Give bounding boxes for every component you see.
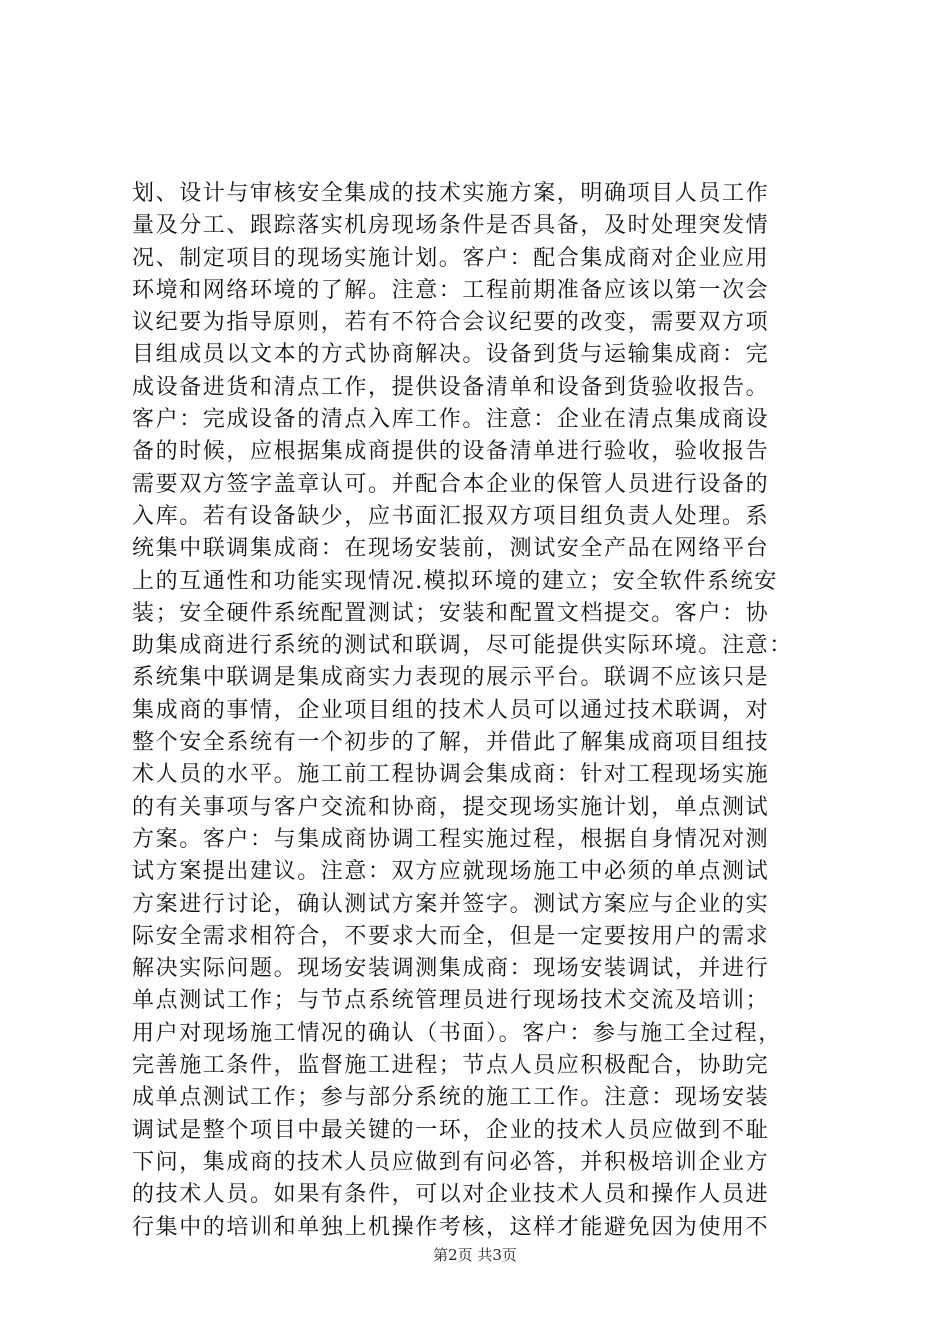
text-line: 成设备进货和清点工作，提供设备清单和设备到货验收报告。 (132, 374, 770, 400)
text-line: 量及分工、跟踪落实机房现场条件是否具备，及时处理突发情 (132, 213, 770, 239)
text-line: 完善施工条件，监督施工进程；节点人员应积极配合，协助完 (132, 1053, 770, 1079)
page-number-label: 第2页 共3页 (433, 1246, 517, 1264)
text-line: 上的互通性和功能实现情况.模拟环境的建立；安全软件系统安 (132, 568, 778, 594)
text-line: 的技术人员。如果有条件，可以对企业技术人员和操作人员进 (132, 1182, 770, 1208)
text-line: 况、制定项目的现场实施计划。客户：配合集成商对企业应用 (132, 245, 770, 271)
text-line: 客户：完成设备的清点入库工作。注意：企业在清点集成商设 (132, 407, 770, 433)
text-line: 集成商的事情，企业项目组的技术人员可以通过技术联调，对 (132, 697, 770, 723)
text-line: 统集中联调集成商：在现场安装前，测试安全产品在网络平台 (132, 536, 770, 562)
text-line: 入库。若有设备缺少，应书面汇报双方项目组负责人处理。系 (132, 503, 770, 529)
text-line: 解决实际问题。现场安装调测集成商：现场安装调试，并进行 (132, 956, 770, 982)
text-line: 下问，集成商的技术人员应做到有问必答，并积极培训企业方 (132, 1149, 770, 1175)
text-line: 划、设计与审核安全集成的技术实施方案，明确项目人员工作 (132, 181, 770, 206)
text-line: 装；安全硬件系统配置测试；安装和配置文档提交。客户：协 (132, 600, 770, 626)
text-line: 试方案提出建议。注意：双方应就现场施工中必须的单点测试 (132, 859, 770, 885)
body-text (132, 178, 826, 1244)
text-line: 术人员的水平。施工前工程协调会集成商：针对工程现场实施 (132, 762, 770, 788)
text-line: 方案。客户：与集成商协调工程实施过程，根据自身情况对测 (132, 826, 770, 852)
text-line: 环境和网络环境的了解。注意：工程前期准备应该以第一次会 (132, 277, 770, 303)
text-line: 际安全需求相符合，不要求大而全，但是一定要按用户的需求 (132, 923, 770, 949)
text-line: 议纪要为指导原则，若有不符合会议纪要的改变，需要双方项 (132, 310, 770, 336)
text-line: 方案进行讨论，确认测试方案并签字。测试方案应与企业的实 (132, 891, 770, 917)
text-line: 调试是整个项目中最关键的一环，企业的技术人员应做到不耻 (132, 1117, 770, 1143)
text-line: 行集中的培训和单独上机操作考核，这样才能避免因为使用不 (132, 1214, 770, 1240)
text-line: 用户对现场施工情况的确认（书面）。客户：参与施工全过程， (132, 1020, 782, 1046)
text-line: 系统集中联调是集成商实力表现的展示平台。联调不应该只是 (132, 665, 770, 691)
text-line: 整个安全系统有一个初步的了解，并借此了解集成商项目组技 (132, 730, 770, 756)
text-line: 助集成商进行系统的测试和联调，尽可能提供实际环境。注意： (132, 633, 793, 659)
text-line: 备的时候，应根据集成商提供的设备清单进行验收，验收报告 (132, 439, 770, 465)
text-line: 需要双方签字盖章认可。并配合本企业的保管人员进行设备的 (132, 471, 770, 497)
text-line: 的有关事项与客户交流和协商，提交现场实施计划，单点测试 (132, 794, 770, 820)
text-line: 目组成员以文本的方式协商解决。设备到货与运输集成商：完 (132, 342, 770, 368)
page-footer (0, 1245, 950, 1265)
text-line: 单点测试工作；与节点系统管理员进行现场技术交流及培训； (132, 988, 770, 1014)
text-line: 成单点测试工作；参与部分系统的施工工作。注意：现场安装 (132, 1085, 770, 1111)
